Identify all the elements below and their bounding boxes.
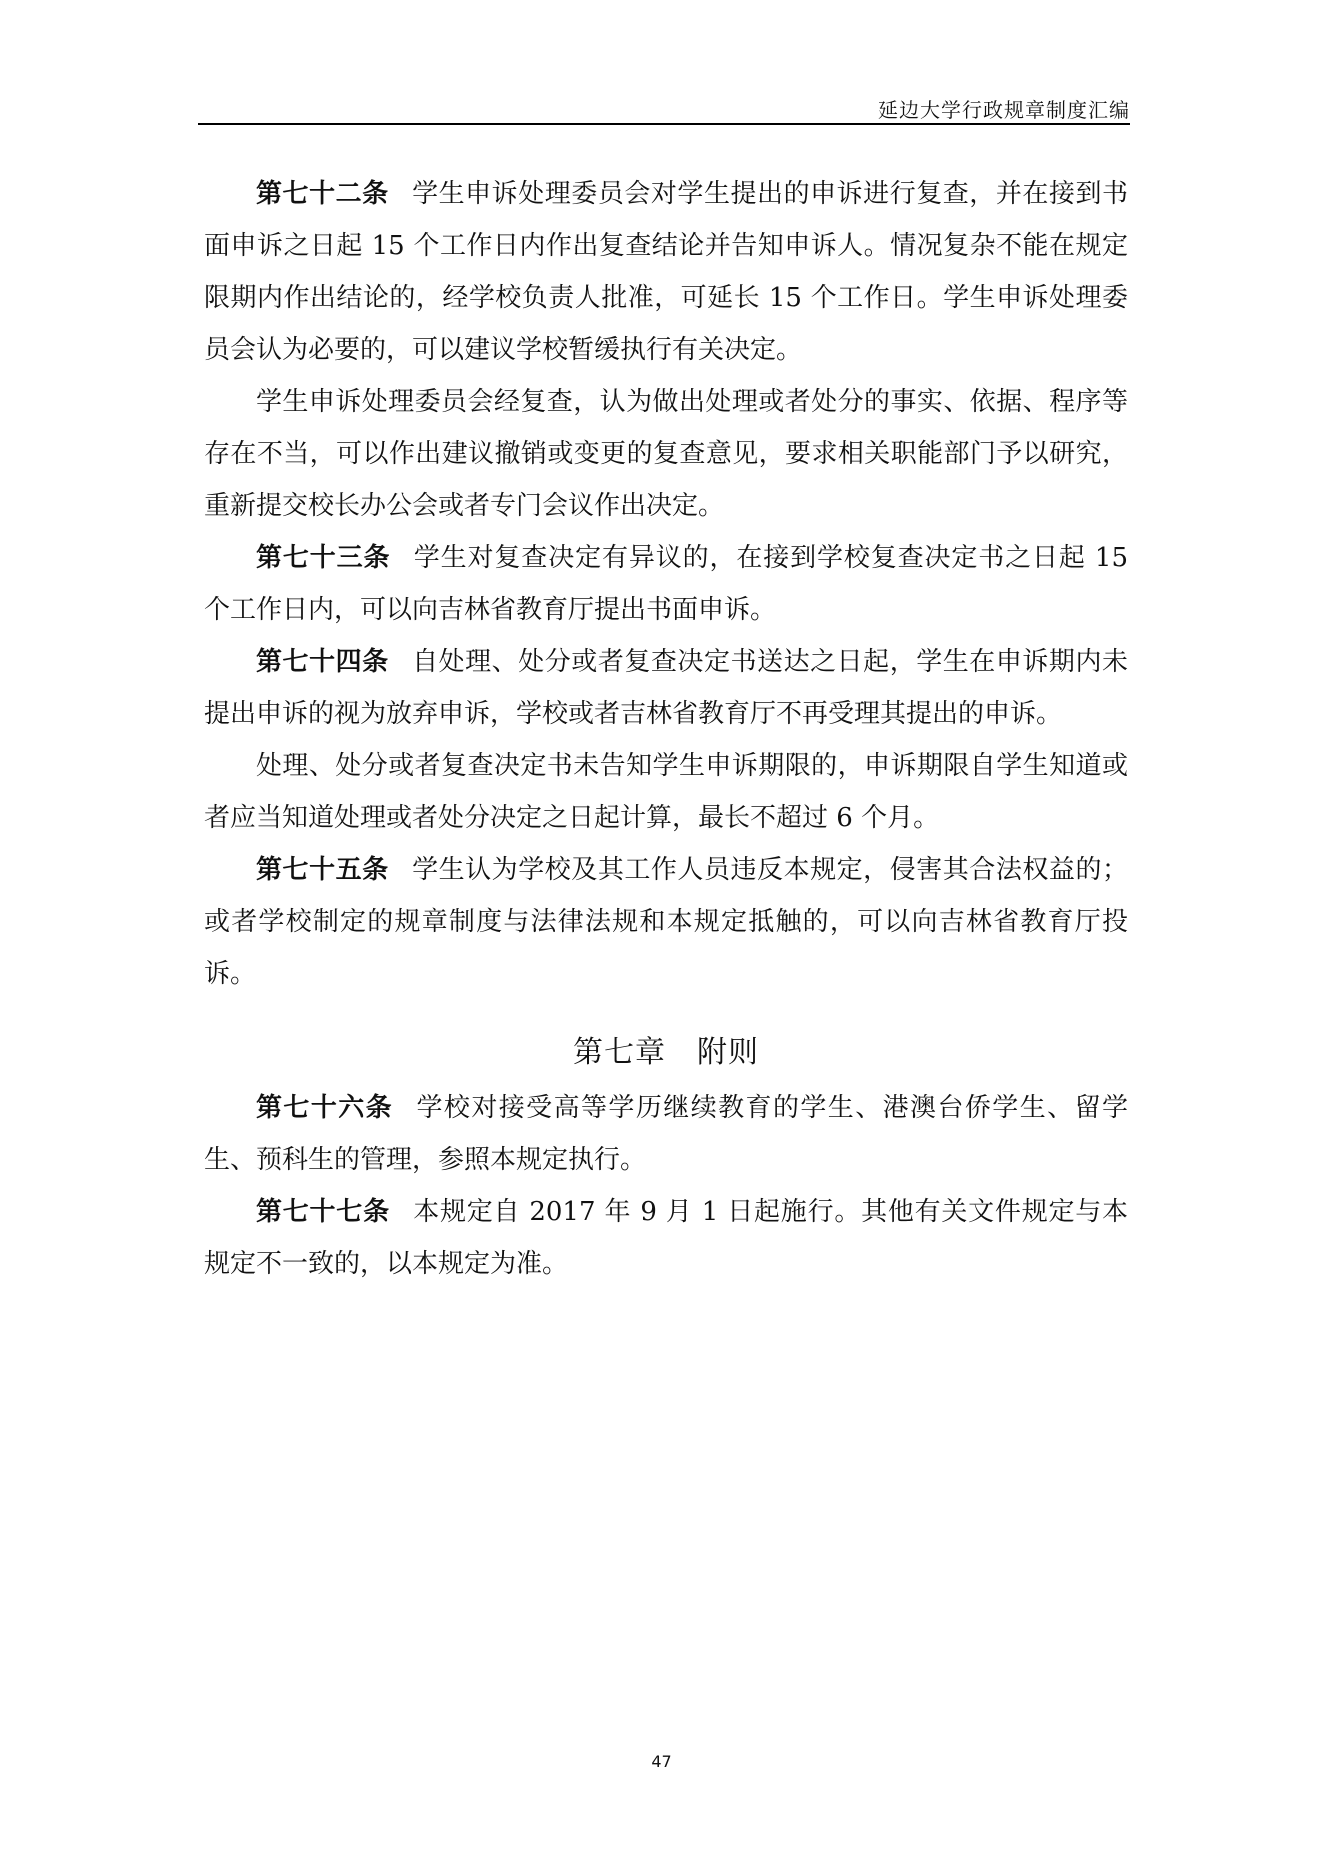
article-73 [204, 532, 1128, 636]
article-72 [204, 168, 1128, 376]
article-number: 第七十七条 [256, 1197, 390, 1227]
article-75 [204, 844, 1128, 1000]
document-body [204, 168, 1128, 1290]
article-number: 第七十六条 [256, 1093, 394, 1123]
article-text: 自处理、处分或者复查决定书送达之日起，学生在申诉期内未提出申诉的视为放弃申诉，学校或者吉林省教育厅不再受理其提出的申诉。 [204, 647, 1128, 729]
article-number: 第七十二条 [256, 179, 389, 209]
paragraph-text: 学生申诉处理委员会经复查，认为做出处理或者处分的事实、依据、程序等存在不当，可以作出建议撤销或变更的复查意见，要求相关职能部门予以研究，重新提交校长办公会或者专门会议作出决定。 [204, 387, 1128, 521]
article-number: 第七十五条 [256, 855, 389, 885]
running-header: 延边大学行政规章制度汇编 [878, 98, 1130, 122]
article-74 [204, 636, 1128, 740]
paragraph-text: 处理、处分或者复查决定书未告知学生申诉期限的，申诉期限自学生知道或者应当知道处理或者处分决定之日起计算，最长不超过 6 个月。 [204, 751, 1128, 833]
article-number: 第七十四条 [256, 647, 389, 677]
header-rule [198, 123, 1130, 125]
article-74-paragraph-2 [204, 740, 1128, 844]
article-text: 学生申诉处理委员会对学生提出的申诉进行复查，并在接到书面申诉之日起 15 个工作日内作出复查结论并告知申诉人。情况复杂不能在规定限期内作出结论的，经学校负责人批准，可延长 15 个工作日。学生申诉处理委员会认为必要的，可以建议学校暂缓执行有关决定。 [204, 179, 1128, 365]
article-text: 本规定自 2017 年 9 月 1 日起施行。其他有关文件规定与本规定不一致的，以本规定为准。 [204, 1197, 1128, 1279]
article-77 [204, 1186, 1128, 1290]
page-number: 47 [651, 1752, 672, 1771]
chapter-heading: 第七章 附则 [573, 1035, 759, 1070]
article-number: 第七十三条 [256, 543, 391, 573]
article-text: 学生认为学校及其工作人员违反本规定，侵害其合法权益的；或者学校制定的规章制度与法律法规和本规定抵触的，可以向吉林省教育厅投诉。 [204, 855, 1128, 989]
article-text: 学校对接受高等学历继续教育的学生、港澳台侨学生、留学生、预科生的管理，参照本规定执行。 [204, 1093, 1128, 1175]
article-76 [204, 1082, 1128, 1186]
article-text: 学生对复查决定有异议的，在接到学校复查决定书之日起 15 个工作日内，可以向吉林省教育厅提出书面申诉。 [204, 543, 1128, 625]
article-72-paragraph-2 [204, 376, 1128, 532]
